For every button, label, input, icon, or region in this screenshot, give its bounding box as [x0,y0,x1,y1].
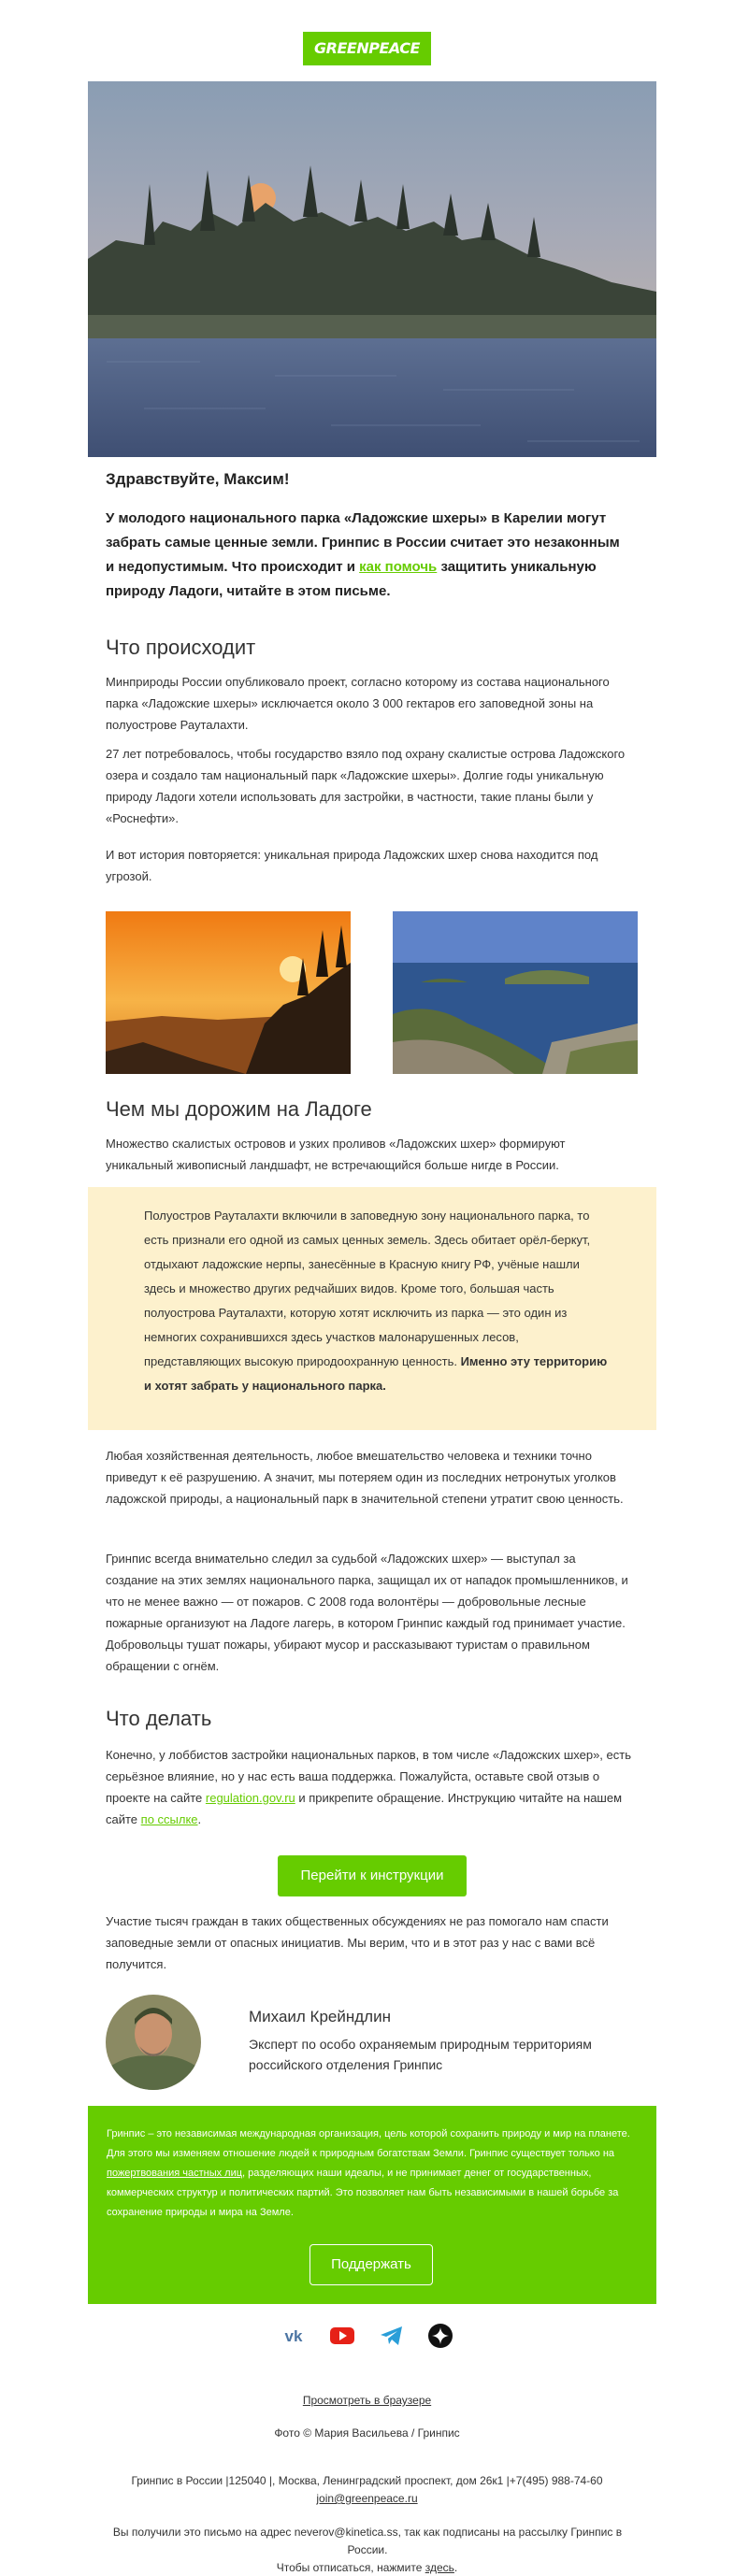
zen-icon[interactable] [427,2323,453,2349]
view-in-browser-link[interactable]: Просмотреть в браузере [302,2394,432,2407]
support-button[interactable]: Поддержать [309,2244,433,2285]
view-in-browser [0,2392,734,2410]
contact-email [0,2490,734,2508]
youtube-icon[interactable] [329,2323,355,2349]
vk-icon[interactable] [281,2323,307,2349]
signature-role: Эксперт по особо охраняемым природным территориям российского отделения Гринпис [249,2037,592,2072]
signature-name: Михаил Крейндлин [249,2008,391,2025]
hero-image [88,81,656,457]
paragraph: И вот история повторяется: уникальная природа Ладожских шхер снова находится под угрозой. [106,848,598,883]
telegram-icon[interactable] [379,2323,405,2349]
email-link[interactable]: join@greenpeace.ru [316,2492,418,2505]
unsubscribe: Чтобы отписаться, нажмите здесь. [276,2561,458,2574]
paragraph: Минприроды России опубликовало проект, согласно которому из состава национального парка «Ладожские шхеры» исключается около 3 000 гектаров его заповедной зоны на полуострове Рауталахти. [106,675,610,732]
greenpeace-logo[interactable]: GREENPEACE [303,32,431,65]
islands-photo [393,911,638,1074]
logo-row [0,32,734,65]
paragraph: Гринпис всегда внимательно следил за судьбой «Ладожских шхер» — выступал за создание на этих землях национального парка, защищал их от нападок промышленников, и что не менее важно — от пожаров. С 2008 года волонтёры — добровольные лесные пожарные организуют на Ладоге лагерь, в котором Гринпис каждый год принимает участие. Добровольцы тушат пожары, убирают мусор и рассказывают туристам о правильном обращении с огнём. [106,1552,628,1673]
lead-paragraph: У молодого национального парка «Ладожские шхеры» в Карелии могут забрать самые ценные земли. Гринпис в России считает это незаконным и недопустимым. Что происходит и как помочь защитить уникальную природу Ладоги, читайте в этом письме. [106,510,620,599]
paragraph: Любая хозяйственная деятельность, любое вмешательство человека и техники точно приведут к её разрушению. А значит, мы потеряем один из последних нетронутых уголков ладожской природы, а национальный парк в значительной степени утратит свою ценность. [106,1449,624,1506]
about-text: Гринпис – это независимая международная организация, цель которой сохранить природу и мир на планете. Для этого мы изменяем отношение людей к природным богатствам Земли. Гринпис существует только на пожертвования частных лиц, разделяющих наши идеалы, и не принимает денег от государственных, коммерческих структур и политических партий. Это позволяет нам быть независимыми в нашей борьбе за сохранение природы и мира на Земле. [107,2128,630,2218]
instruction-button[interactable]: Перейти к инструкции [278,1855,467,1896]
highlight-box [88,1187,656,1430]
sunset-photo [106,911,351,1074]
paragraph: Множество скалистых островов и узких проливов «Ладожских шхер» формируют уникальный живописный ландшафт, не встречающийся больше нигде в России. [106,1137,566,1172]
photo-credit: Фото © Мария Васильева / Гринпис [274,2426,460,2440]
social-icons [0,2323,734,2349]
paragraph: Конечно, у лоббистов застройки национальных парков, в том числе «Ладожских шхер», есть серьёзное влияние, но у нас есть ваша поддержка. Пожалуйста, оставьте свой отзыв о проекте на сайте regulation.gov.ru и прикрепите обращение. Инструкцию читайте на нашем сайте по ссылке. [106,1748,631,1826]
subscription-notice: Вы получили это письмо на адрес neverov@kinetica.ss, так как подписаны на рассылку Гринпис в России. [112,2526,623,2556]
greeting: Здравствуйте, Максим! [106,470,290,488]
highlight-text: Полуостров Рауталахти включили в заповедную зону национального парка, то есть признали его одной из самых ценных земель. Здесь обитает орёл-беркут, отдыхают ладожские нерпы, занесённые в Красную книгу РФ, учёные нашли здесь и множество других редчайших видов. Кроме того, большая часть полуострова Рауталахти, которую хотят исключить из парка — это один из немногих сохранившихся здесь участков малонарушенных лесов, представляющих высокую природоохранную ценность. Именно эту территорию и хотят забрать у национального парка. [144,1209,608,1393]
address: Гринпис в России |125040 |, Москва, Ленинградский проспект, дом 26к1 |+7(495) 988-74-60 [131,2474,603,2487]
how-to-help-link[interactable]: как помочь [359,559,438,575]
regulation-link[interactable]: regulation.gov.ru [205,1791,295,1805]
paragraph: 27 лет потребовалось, чтобы государство взяло под охрану скалистые острова Ладожского озера и создало там национальный парк «Ладожские шхеры». Долгие годы уникальную природу Ладоги хотели использовать для застройки, в частности, такие планы были у «Роснефти». [106,747,626,825]
section-title-what-we-value: Чем мы дорожим на Ладоге [106,1097,372,1121]
instruction-link[interactable]: по ссылке [140,1812,198,1826]
section-title-what-to-do: Что делать [106,1707,212,1730]
unsubscribe-link[interactable]: здесь [425,2561,454,2574]
donations-link[interactable]: пожертвования частных лиц [107,2168,243,2179]
paragraph: Участие тысяч граждан в таких общественных обсуждениях не раз помогало нам спасти заповедные земли от опасных инициатив. Мы верим, что и в этот раз у нас с вами всё получится. [106,1914,609,1971]
about-greenpeace-box [88,2106,656,2304]
svg-text:vk: vk [284,2327,303,2345]
avatar [106,1995,201,2090]
section-title-what-happens: Что происходит [106,636,256,659]
